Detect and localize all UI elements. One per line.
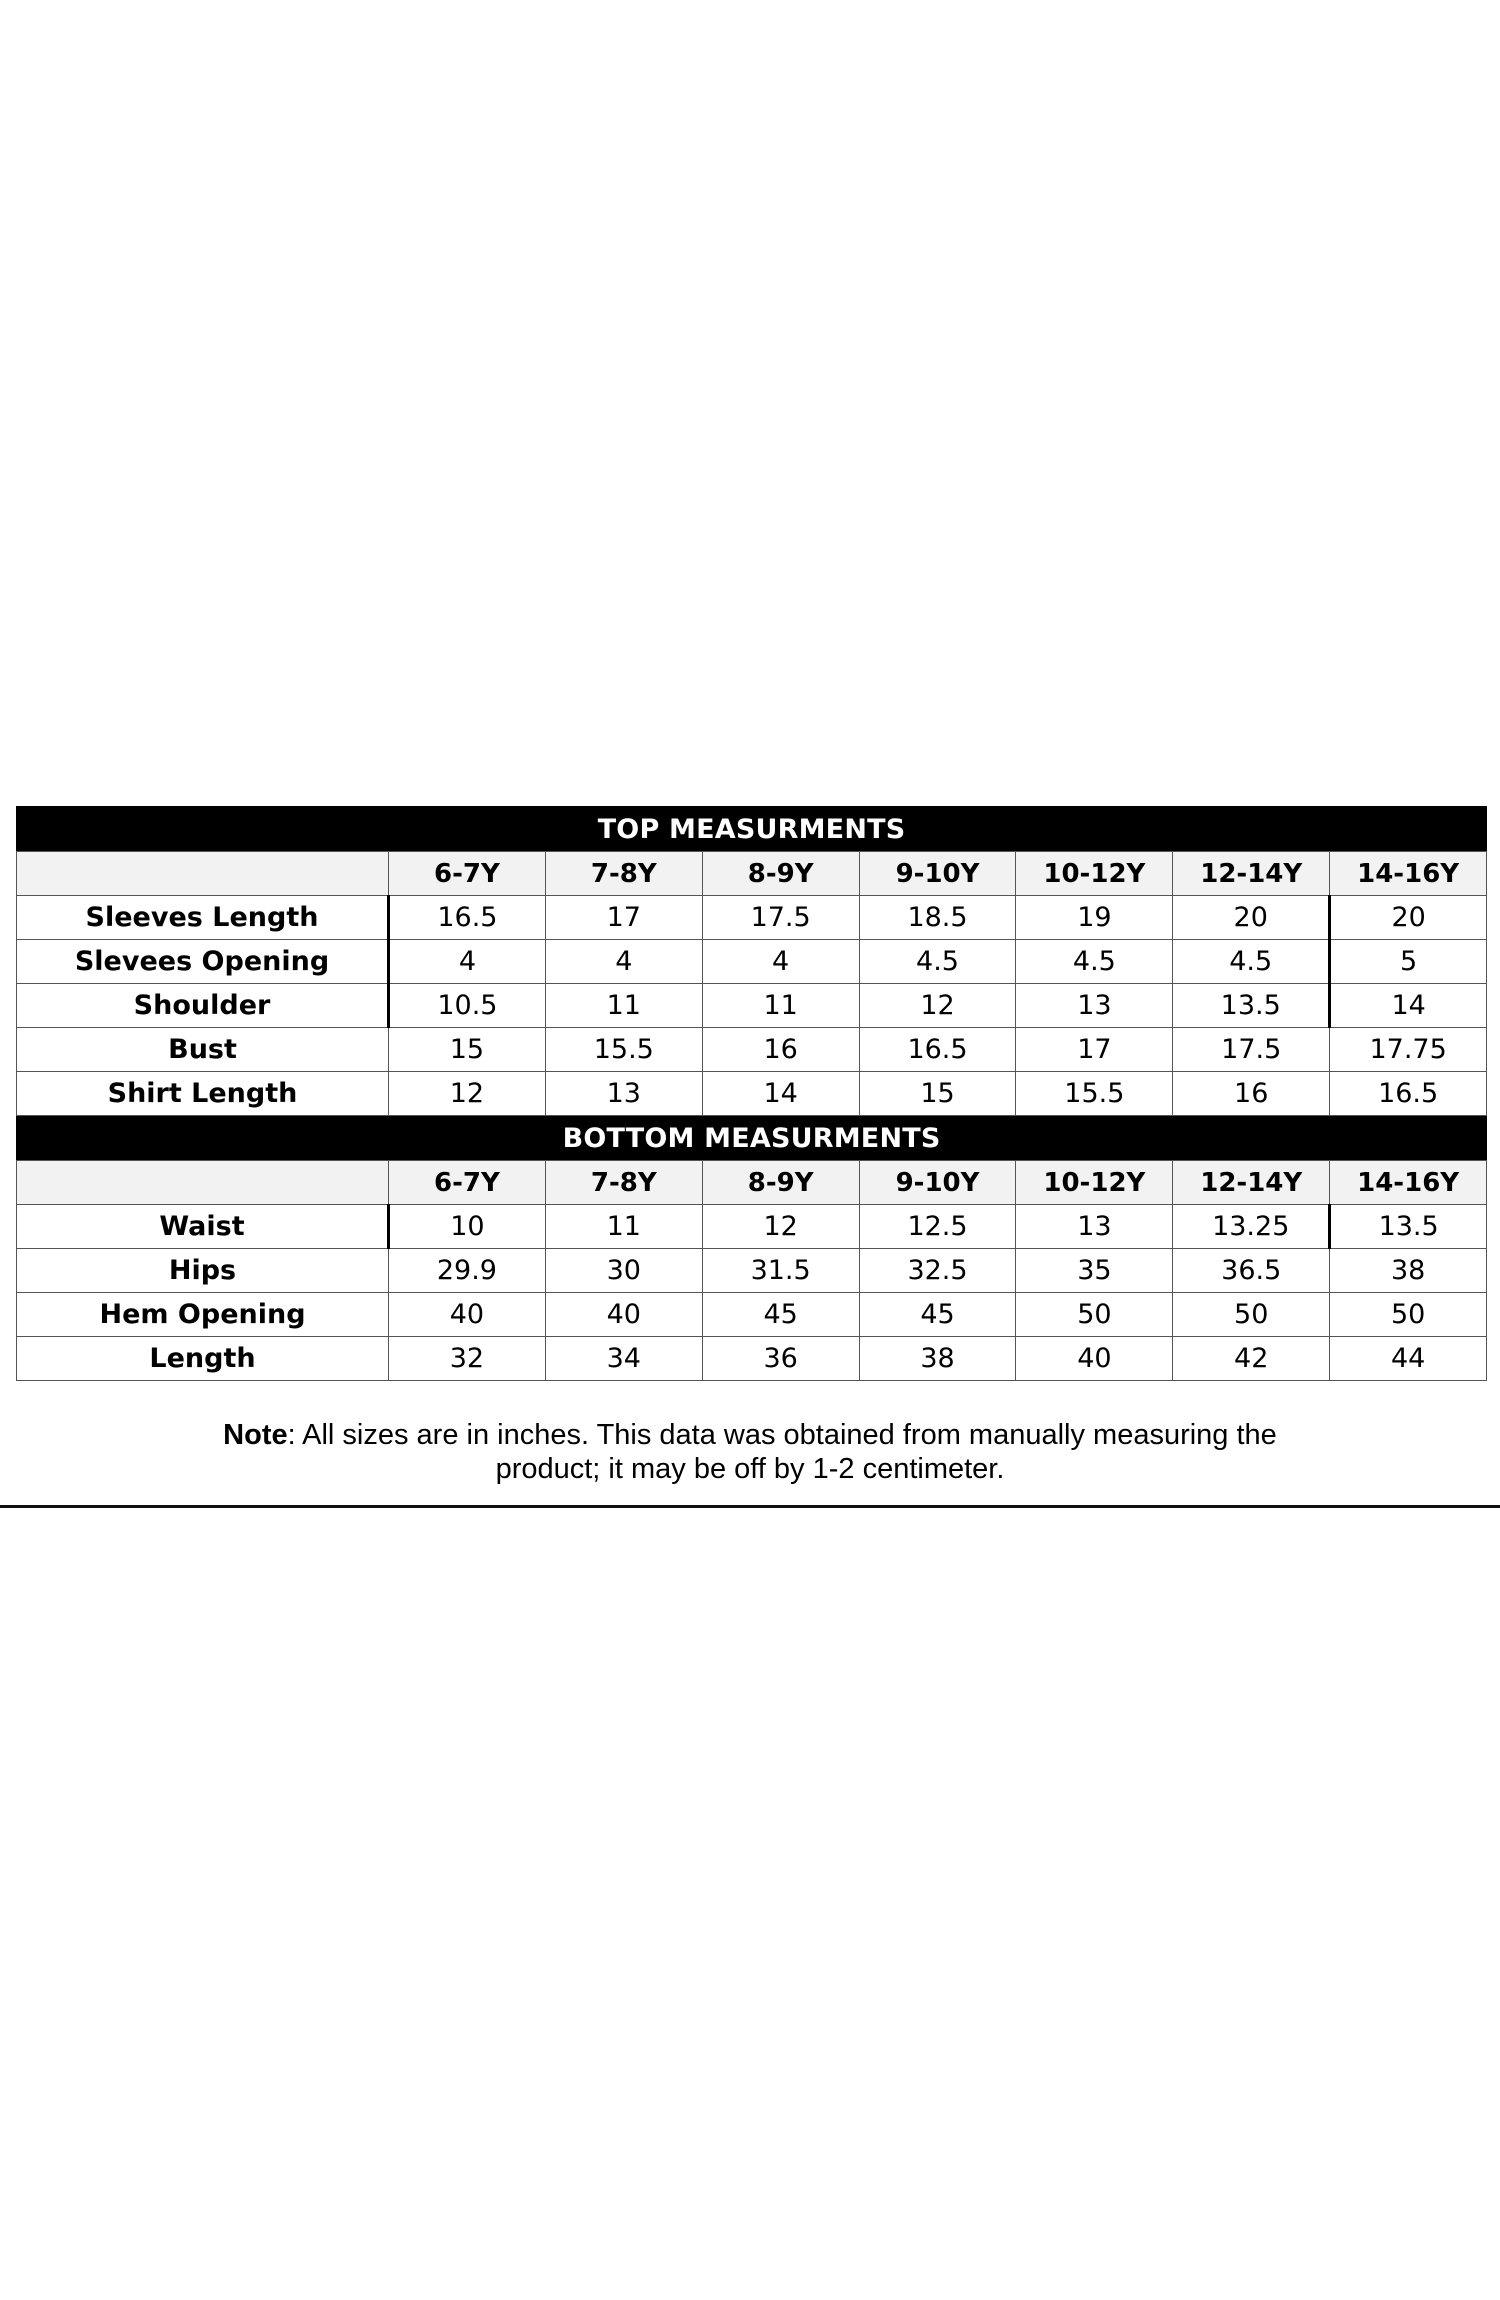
table-cell: 29.9 — [389, 1249, 546, 1293]
table-cell: 31.5 — [702, 1249, 859, 1293]
row-label: Shirt Length — [17, 1072, 389, 1116]
bottom-row-length — [17, 1337, 1487, 1381]
table-cell: 16 — [702, 1028, 859, 1072]
bottom-size-header: 7-8Y — [545, 1161, 702, 1205]
table-cell: 38 — [859, 1337, 1016, 1381]
row-label: Bust — [17, 1028, 389, 1072]
table-cell: 13 — [1016, 984, 1173, 1028]
table-cell: 17.5 — [702, 896, 859, 940]
table-cell: 19 — [1016, 896, 1173, 940]
row-label: Hem Opening — [17, 1293, 389, 1337]
bottom-section-title: BOTTOM MEASURMENTS — [17, 1116, 1487, 1161]
table-cell: 4.5 — [1016, 940, 1173, 984]
table-cell: 44 — [1330, 1337, 1487, 1381]
bottom-size-header: 9-10Y — [859, 1161, 1016, 1205]
table-body — [17, 807, 1487, 1381]
table-cell: 40 — [389, 1293, 546, 1337]
table-cell: 40 — [1016, 1337, 1173, 1381]
table-cell: 10 — [389, 1205, 546, 1249]
table-cell: 32 — [389, 1337, 546, 1381]
table-cell: 16.5 — [859, 1028, 1016, 1072]
top-section-title: TOP MEASURMENTS — [17, 807, 1487, 852]
table-cell: 17 — [1016, 1028, 1173, 1072]
table-cell: 11 — [702, 984, 859, 1028]
note-line-1 — [0, 1418, 1500, 1452]
row-label: Sleeves Length — [17, 896, 389, 940]
table-cell: 13.25 — [1173, 1205, 1330, 1249]
table-cell: 13.5 — [1173, 984, 1330, 1028]
top-section-header-row — [17, 807, 1487, 852]
row-label: Hips — [17, 1249, 389, 1293]
top-size-header: 10-12Y — [1016, 852, 1173, 896]
top-row-shirt-length — [17, 1072, 1487, 1116]
bottom-row-hips — [17, 1249, 1487, 1293]
table-cell: 4 — [545, 940, 702, 984]
top-size-header: 6-7Y — [389, 852, 546, 896]
top-row-shoulder — [17, 984, 1487, 1028]
row-label: Waist — [17, 1205, 389, 1249]
note-label: Note — [223, 1419, 288, 1451]
table-cell: 17.5 — [1173, 1028, 1330, 1072]
bottom-size-header-blank — [17, 1161, 389, 1205]
size-table — [16, 806, 1487, 1381]
note-line-2: product; it may be off by 1-2 centimeter. — [495, 1453, 1005, 1485]
top-size-header-blank — [17, 852, 389, 896]
top-size-header: 14-16Y — [1330, 852, 1487, 896]
bottom-size-header: 14-16Y — [1330, 1161, 1487, 1205]
top-size-header: 8-9Y — [702, 852, 859, 896]
table-cell: 45 — [702, 1293, 859, 1337]
bottom-row-waist — [17, 1205, 1487, 1249]
bottom-size-header: 6-7Y — [389, 1161, 546, 1205]
bottom-size-header: 12-14Y — [1173, 1161, 1330, 1205]
table-cell: 12 — [859, 984, 1016, 1028]
table-cell: 11 — [545, 1205, 702, 1249]
table-cell: 20 — [1173, 896, 1330, 940]
table-cell: 50 — [1016, 1293, 1173, 1337]
table-cell: 14 — [1330, 984, 1487, 1028]
table-cell: 30 — [545, 1249, 702, 1293]
table-cell: 13 — [1016, 1205, 1173, 1249]
table-cell: 10.5 — [389, 984, 546, 1028]
top-row-bust — [17, 1028, 1487, 1072]
table-cell: 4.5 — [1173, 940, 1330, 984]
table-cell: 36 — [702, 1337, 859, 1381]
bottom-section-header-row — [17, 1116, 1487, 1161]
measurement-note — [0, 1418, 1500, 1486]
table-cell: 36.5 — [1173, 1249, 1330, 1293]
row-label: Shoulder — [17, 984, 389, 1028]
table-cell: 4 — [702, 940, 859, 984]
table-cell: 11 — [545, 984, 702, 1028]
table-cell: 17.75 — [1330, 1028, 1487, 1072]
table-cell: 18.5 — [859, 896, 1016, 940]
size-chart — [16, 806, 1486, 1381]
table-cell: 20 — [1330, 896, 1487, 940]
table-cell: 16.5 — [389, 896, 546, 940]
table-cell: 13.5 — [1330, 1205, 1487, 1249]
table-cell: 16.5 — [1330, 1072, 1487, 1116]
top-row-slevees-opening — [17, 940, 1487, 984]
table-cell: 40 — [545, 1293, 702, 1337]
table-cell: 38 — [1330, 1249, 1487, 1293]
bottom-size-header-row — [17, 1161, 1487, 1205]
top-size-header: 9-10Y — [859, 852, 1016, 896]
table-cell: 45 — [859, 1293, 1016, 1337]
top-size-header: 12-14Y — [1173, 852, 1330, 896]
table-cell: 15 — [859, 1072, 1016, 1116]
table-cell: 12 — [702, 1205, 859, 1249]
table-cell: 32.5 — [859, 1249, 1016, 1293]
table-cell: 12 — [389, 1072, 546, 1116]
top-row-sleeves-length — [17, 896, 1487, 940]
table-cell: 14 — [702, 1072, 859, 1116]
row-label: Slevees Opening — [17, 940, 389, 984]
bottom-row-hem-opening — [17, 1293, 1487, 1337]
table-cell: 15.5 — [1016, 1072, 1173, 1116]
table-cell: 15.5 — [545, 1028, 702, 1072]
table-cell: 13 — [545, 1072, 702, 1116]
table-cell: 50 — [1173, 1293, 1330, 1337]
note-text-1: : All sizes are in inches. This data was obtained from manually measuring the — [287, 1419, 1277, 1451]
table-cell: 17 — [545, 896, 702, 940]
divider-line — [0, 1505, 1500, 1508]
table-cell: 5 — [1330, 940, 1487, 984]
table-cell: 35 — [1016, 1249, 1173, 1293]
top-size-header-row — [17, 852, 1487, 896]
table-cell: 42 — [1173, 1337, 1330, 1381]
table-cell: 34 — [545, 1337, 702, 1381]
table-cell: 16 — [1173, 1072, 1330, 1116]
bottom-size-header: 10-12Y — [1016, 1161, 1173, 1205]
bottom-size-header: 8-9Y — [702, 1161, 859, 1205]
table-cell: 12.5 — [859, 1205, 1016, 1249]
table-cell: 15 — [389, 1028, 546, 1072]
row-label: Length — [17, 1337, 389, 1381]
table-cell: 50 — [1330, 1293, 1487, 1337]
table-cell: 4 — [389, 940, 546, 984]
table-cell: 4.5 — [859, 940, 1016, 984]
top-size-header: 7-8Y — [545, 852, 702, 896]
